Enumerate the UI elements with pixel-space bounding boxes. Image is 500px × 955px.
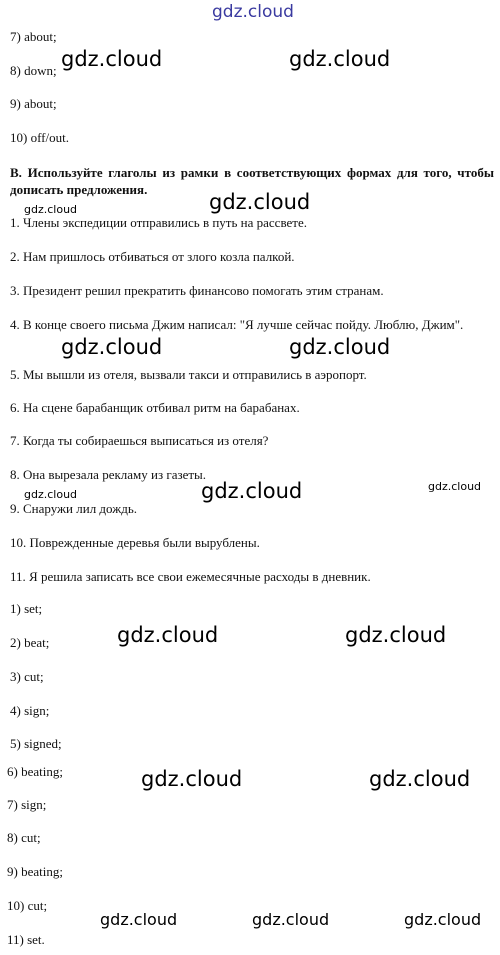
- watermark: gdz.cloud: [141, 767, 243, 791]
- answer-b-7: 7) sign;: [7, 797, 47, 812]
- answer-a-10: 10) off/out.: [10, 130, 69, 145]
- answer-b-10: 10) cut;: [7, 898, 48, 913]
- answer-b-4: 4) sign;: [10, 703, 50, 718]
- watermark: gdz.cloud: [345, 623, 447, 647]
- answer-a-9: 9) about;: [10, 96, 57, 111]
- watermark: gdz.cloud: [201, 479, 303, 503]
- sentence-3: 3. Президент решил прекратить финансово помогать этим странам.: [10, 283, 384, 298]
- watermark: gdz.cloud: [428, 480, 482, 493]
- answer-a-8: 8) down;: [10, 63, 57, 78]
- answer-b-2: 2) beat;: [10, 635, 50, 650]
- watermark: gdz.cloud: [252, 910, 330, 929]
- watermark: gdz.cloud: [369, 767, 471, 791]
- answer-b-8: 8) cut;: [7, 830, 41, 845]
- answer-b-3: 3) cut;: [10, 669, 44, 684]
- watermark: gdz.cloud: [24, 203, 78, 216]
- answer-b-6: 6) beating;: [7, 764, 63, 779]
- watermark: gdz.cloud: [24, 488, 78, 501]
- answer-b-9: 9) beating;: [7, 864, 63, 879]
- sentence-8: 8. Она вырезала рекламу из газеты.: [10, 467, 207, 482]
- sentence-10: 10. Поврежденные деревья были вырублены.: [10, 535, 260, 550]
- watermark: gdz.cloud: [100, 910, 178, 929]
- sentence-11: 11. Я решила записать все свои ежемесячные расходы в дневник.: [10, 569, 371, 584]
- section-b-instruction: B. Используйте глаголы из рамки в соответствующих формах для того, чтобы дописать предложения.: [10, 165, 494, 197]
- watermark: gdz.cloud: [404, 910, 482, 929]
- watermark: gdz.cloud: [61, 335, 163, 359]
- sentence-9: 9. Снаружи лил дождь.: [10, 501, 137, 516]
- answer-b-1: 1) set;: [10, 601, 43, 616]
- watermark: gdz.cloud: [289, 335, 391, 359]
- answer-b-11: 11) set.: [7, 932, 45, 947]
- sentence-5: 5. Мы вышли из отеля, вызвали такси и отправились в аэропорт.: [10, 367, 367, 382]
- sentence-4: 4. В конце своего письма Джим написал: "Я лучше сейчас пойду. Люблю, Джим".: [10, 317, 464, 332]
- watermark: gdz.cloud: [61, 47, 163, 71]
- answer-b-5: 5) signed;: [10, 736, 62, 751]
- watermark: gdz.cloud: [117, 623, 219, 647]
- watermark: gdz.cloud: [289, 47, 391, 71]
- watermark: gdz.cloud: [209, 190, 311, 214]
- answer-a-7: 7) about;: [10, 29, 57, 44]
- watermark-header: gdz.cloud: [212, 2, 294, 22]
- sentence-6: 6. На сцене барабанщик отбивал ритм на барабанах.: [10, 400, 300, 415]
- sentence-2: 2. Нам пришлось отбиваться от злого козла палкой.: [10, 249, 295, 264]
- sentence-7: 7. Когда ты собираешься выписаться из отеля?: [10, 433, 269, 448]
- sentence-1: 1. Члены экспедиции отправились в путь на рассвете.: [10, 215, 307, 230]
